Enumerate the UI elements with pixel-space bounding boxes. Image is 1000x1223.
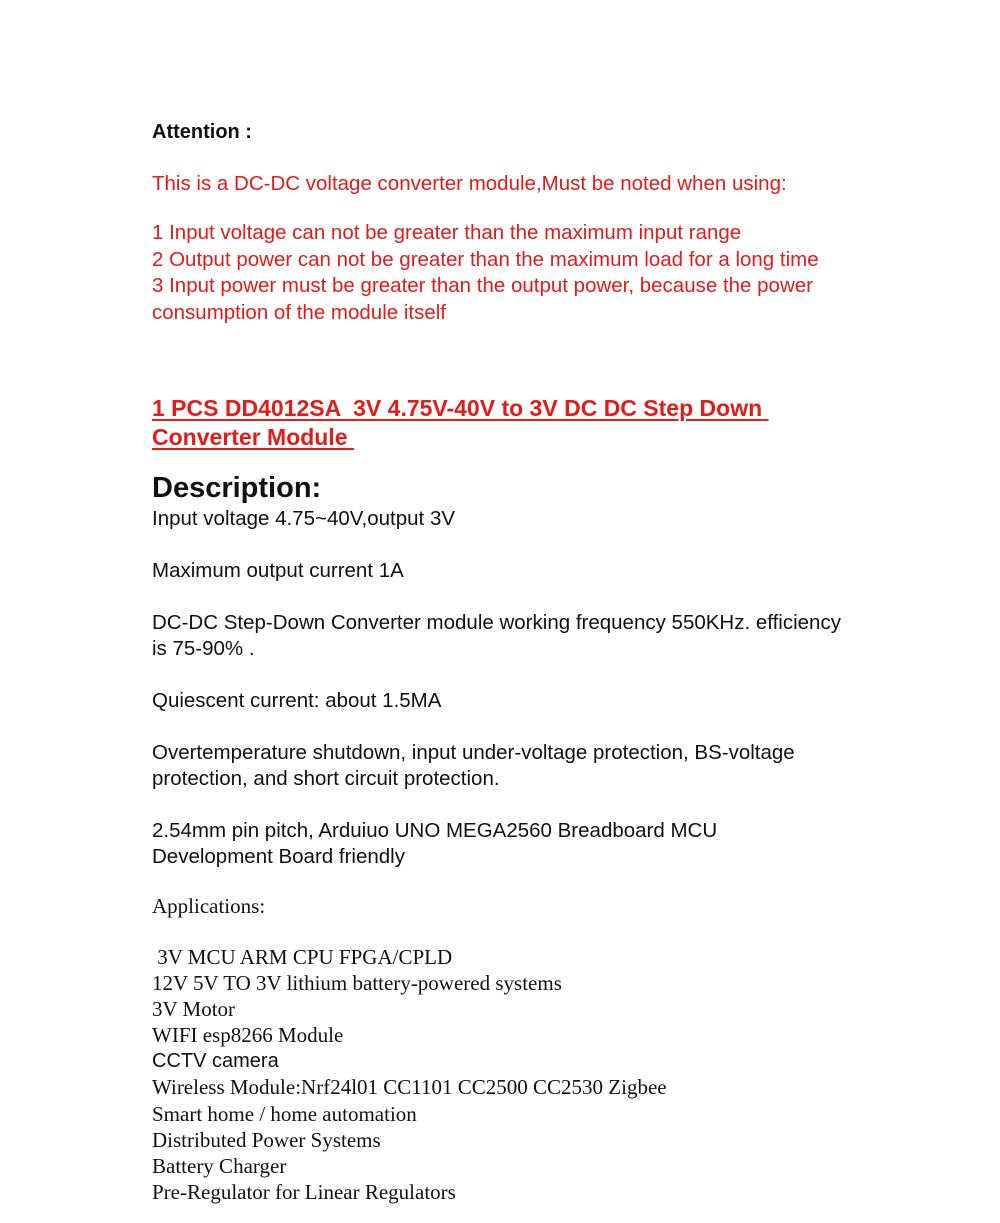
- description-item: Input voltage 4.75~40V,output 3V: [152, 507, 456, 530]
- applications-heading: Applications:: [152, 894, 266, 918]
- product-title: 1 PCS DD4012SA 3V 4.75V-40V to 3V DC DC Step Down Converter Module: [152, 395, 769, 450]
- attention-note: 3 Input power must be greater than the output power, because the power consumption of the module itself: [152, 274, 813, 324]
- description-item: Overtemperature shutdown, input under-voltage protection, BS-voltage protection, and short circuit protection.: [152, 741, 795, 790]
- application-item: Battery Charger: [152, 1153, 287, 1178]
- attention-note: 1 Input voltage can not be greater than the maximum input range: [152, 221, 742, 244]
- attention-note: 2 Output power can not be greater than the maximum load for a long time: [152, 247, 819, 271]
- application-item: 3V Motor: [152, 997, 236, 1022]
- application-item: Smart home / home automation: [152, 1101, 417, 1126]
- application-item: CCTV camera: [152, 1050, 279, 1073]
- application-item: Wireless Module:Nrf24l01 CC1101 CC2500 CC2530 Zigbee: [152, 1075, 667, 1100]
- applications-list: [152, 944, 852, 1205]
- description-item: DC-DC Step-Down Converter module working frequency 550KHz. efficiency is 75-90% .: [152, 611, 841, 660]
- application-item: Distributed Power Systems: [152, 1127, 381, 1152]
- attention-intro: This is a DC-DC voltage converter module,Must be noted when using:: [152, 172, 787, 195]
- application-item: WIFI esp8266 Module: [152, 1023, 344, 1048]
- attention-notes: [152, 220, 852, 326]
- attention-title: Attention :: [152, 121, 252, 143]
- application-item: 12V 5V TO 3V lithium battery-powered systems: [152, 971, 562, 996]
- description-item: 2.54mm pin pitch, Arduiuo UNO MEGA2560 Breadboard MCU Development Board friendly: [152, 819, 718, 868]
- description-item: Quiescent current: about 1.5MA: [152, 689, 442, 712]
- application-item: 3V MCU ARM CPU FPGA/CPLD: [152, 945, 453, 969]
- description-item: Maximum output current 1A: [152, 559, 404, 582]
- application-item: Pre-Regulator for Linear Regulators: [152, 1179, 456, 1204]
- description-heading: Description:: [152, 472, 322, 504]
